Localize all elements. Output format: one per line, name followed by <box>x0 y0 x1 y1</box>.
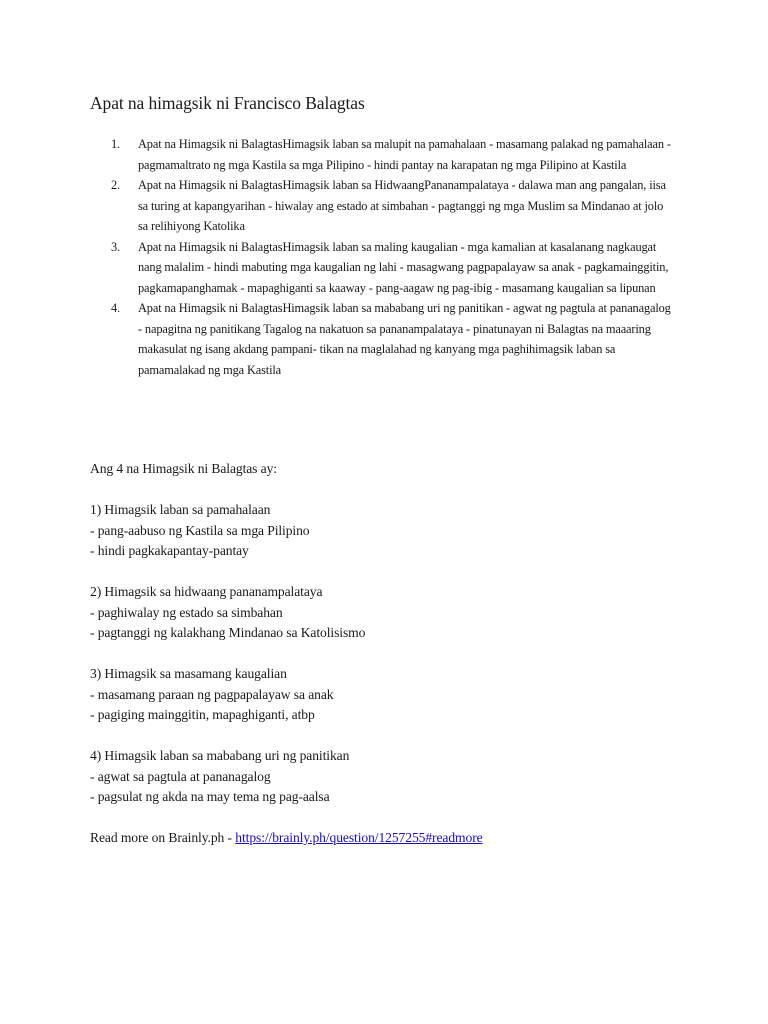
himagsik-group-2 <box>90 582 690 644</box>
list-item <box>111 298 676 380</box>
read-more-prefix: Read more on Brainly.ph - <box>90 830 236 845</box>
himagsik-group-1 <box>90 500 690 562</box>
list-item-text: Apat na Himagsik ni BalagtasHimagsik laban sa mababang uri ng panitikan - agwat ng pagtula at pananagalog - napagitna ng panitikang Tagalog na nakatuon sa pananampalataya - pinatunayan ni Balagtas na maaaring makasulat ng isang akdang pampani- tikan na maglalahad ng kanyang mga paghihimagsik laban sa pamamalakad ng mga Kastila <box>138 301 671 377</box>
group-title: 2) Himagsik sa hidwaang pananampalataya <box>90 584 323 599</box>
list-item-number: 1. <box>111 137 120 151</box>
group-line: - pagsulat ng akda na may tema ng pag-aalsa <box>90 789 330 804</box>
list-item-text: Apat na Himagsik ni BalagtasHimagsik laban sa maling kaugalian - mga kamalian at kasalanang nagkaugat nang malalim - hindi mabuting mga kaugalian ng lahi - masagwang pagpapalayaw sa anak - pagkamainggitin, pagkamapanghamak - mapaghiganti sa kaaway - pang-aagaw ng pag-ibig - masamang kaugalian sa lipunan <box>138 239 669 295</box>
list-item-text: Apat na Himagsik ni BalagtasHimagsik laban sa HidwaangPananampalataya - dalawa man ang pangalan, iisa sa turing at kapangyarihan - hiwalay ang estado at simbahan - pagtanggi ng mga Muslim sa Mindanao at jolo sa relihiyong Katolika <box>138 178 666 233</box>
list-item <box>111 175 676 237</box>
group-line: - pagiging mainggitin, mapaghiganti, atbp <box>90 707 315 722</box>
himagsik-group-3 <box>90 664 690 726</box>
himagsik-group-4 <box>90 746 690 808</box>
group-title: 1) Himagsik laban sa pamahalaan <box>90 502 271 517</box>
group-line: - paghiwalay ng estado sa simbahan <box>90 604 283 620</box>
numbered-list <box>111 134 676 380</box>
read-more-line <box>90 828 690 849</box>
list-item-number: 4. <box>111 301 120 315</box>
summary-section <box>90 459 690 849</box>
document-title: Apat na himagsik ni Francisco Balagtas <box>90 93 365 113</box>
group-line: - masamang paraan ng pagpapalayaw sa anak <box>90 686 334 702</box>
list-item-number: 2. <box>111 178 120 192</box>
list-item <box>111 237 676 299</box>
list-item-text: Apat na Himagsik ni BalagtasHimagsik laban sa malupit na pamahalaan - masamang palakad ng pamahalaan - pagmamaltrato ng mga Kastila sa mga Pilipino - hindi pantay na karapatan ng mga Pilipino at Kastila <box>138 137 671 172</box>
group-title: 4) Himagsik laban sa mababang uri ng panitikan <box>90 748 350 763</box>
group-line: - pang-aabuso ng Kastila sa mga Pilipino <box>90 522 310 538</box>
group-line: - hindi pagkakapantay-pantay <box>90 543 249 558</box>
summary-heading: Ang 4 na Himagsik ni Balagtas ay: <box>90 461 277 476</box>
brainly-link[interactable]: https://brainly.ph/question/1257255#readmore <box>235 830 483 845</box>
group-title: 3) Himagsik sa masamang kaugalian <box>90 666 287 681</box>
group-line: - agwat sa pagtula at pananagalog <box>90 768 271 784</box>
list-item <box>111 134 676 175</box>
list-item-number: 3. <box>111 239 120 254</box>
group-line: - pagtanggi ng kalakhang Mindanao sa Katolisismo <box>90 625 366 640</box>
